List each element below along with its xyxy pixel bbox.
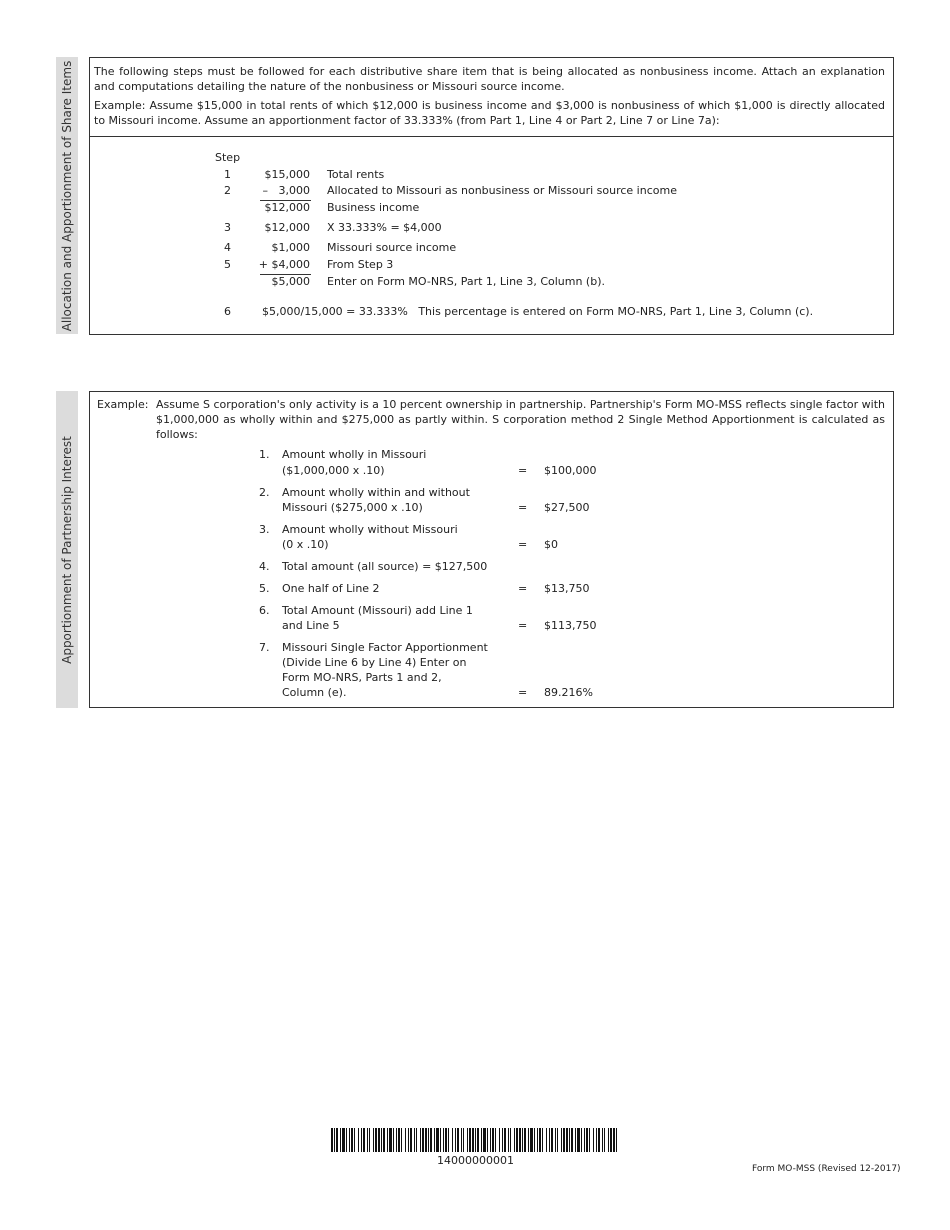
item-equals: = — [518, 538, 528, 551]
barcode-bar — [596, 1128, 597, 1152]
barcode-bar — [555, 1128, 556, 1152]
item-value: $13,750 — [544, 582, 590, 595]
barcode-bar — [602, 1128, 603, 1152]
barcode-bar — [504, 1128, 506, 1152]
barcode-bar — [469, 1128, 471, 1152]
barcode-bar — [457, 1128, 459, 1152]
barcode-bar — [539, 1128, 541, 1152]
item-number: 2. — [259, 486, 270, 499]
item-text-line: Amount wholly in Missouri — [282, 448, 427, 461]
barcode-bar — [563, 1128, 565, 1152]
barcode-bar — [428, 1128, 429, 1152]
barcode-bar — [575, 1128, 576, 1152]
barcode-bar — [510, 1128, 511, 1152]
barcode-bar — [571, 1128, 573, 1152]
step-description: Business income — [327, 201, 420, 214]
barcode-bar — [340, 1128, 341, 1152]
barcode-bar — [398, 1128, 400, 1152]
step-amount: $12,000 — [264, 221, 310, 234]
barcode-bar — [522, 1128, 523, 1152]
barcode-bar — [487, 1128, 488, 1152]
barcode-bar — [331, 1128, 333, 1152]
item-text-line: Amount wholly within and without — [282, 486, 470, 499]
item-value: $113,750 — [544, 619, 597, 632]
barcode-bar — [367, 1128, 368, 1152]
barcode-bar — [616, 1128, 617, 1152]
item-value: $100,000 — [544, 464, 597, 477]
barcode-bar — [569, 1128, 570, 1152]
section1-example-text: Example: Assume $15,000 in total rents of which $12,000 is business income and $3,000 is nonbusiness of which $1,000 is directly allocated to Missouri income. Assume an apportionment factor of 33.333% (from Part 1, Line 4 or Part 2, Line 7 or Line 7a): — [94, 99, 885, 127]
barcode-bar — [410, 1128, 412, 1152]
step-description: X 33.333% = $4,000 — [327, 221, 442, 234]
item-equals: = — [518, 619, 528, 632]
barcode-bar — [342, 1128, 345, 1152]
barcode-bar — [387, 1128, 388, 1152]
barcode-bar — [420, 1128, 421, 1152]
barcode-bar — [502, 1128, 503, 1152]
section2-example-box — [89, 391, 894, 708]
barcode-bar — [584, 1128, 585, 1152]
barcode-bar — [610, 1128, 612, 1152]
item-number: 3. — [259, 523, 270, 536]
barcode-bar — [440, 1128, 441, 1152]
barcode-bar — [481, 1128, 482, 1152]
item-equals: = — [518, 501, 528, 514]
step-description: Total rents — [327, 168, 385, 181]
barcode-bar — [586, 1128, 588, 1152]
step-description: Missouri source income — [327, 241, 457, 254]
barcode-bar — [349, 1128, 350, 1152]
item-text-line: Column (e). — [282, 686, 347, 699]
barcode-bar — [516, 1128, 518, 1152]
barcode-bar — [490, 1128, 491, 1152]
item-number: 1. — [259, 448, 270, 461]
barcode-bar — [463, 1128, 464, 1152]
barcode-number: 14000000001 — [437, 1154, 514, 1167]
barcode-bar — [598, 1128, 600, 1152]
barcode-bar — [528, 1128, 529, 1152]
barcode-bar — [561, 1128, 562, 1152]
barcode-bar — [354, 1128, 355, 1152]
barcode-bar — [361, 1128, 362, 1152]
form-identifier: Form MO-MSS (Revised 12-2017) — [752, 1164, 901, 1174]
step-amount: – 3,000 — [262, 184, 310, 197]
step-amount: $15,000 — [264, 168, 310, 181]
barcode — [331, 1128, 618, 1152]
barcode-bar — [405, 1128, 406, 1152]
barcode-bar — [452, 1128, 453, 1152]
item-value: $27,500 — [544, 501, 590, 514]
section1-side-tab — [56, 57, 78, 334]
barcode-bar — [549, 1128, 550, 1152]
item-text-line: (0 x .10) — [282, 538, 329, 551]
item-equals: = — [518, 686, 528, 699]
item-text-line: (Divide Line 6 by Line 4) Enter on — [282, 656, 467, 669]
item-text-line: Missouri Single Factor Apportionment — [282, 641, 488, 654]
barcode-bar — [581, 1128, 582, 1152]
step6-text: $5,000/15,000 = 33.333% This percentage is entered on Form MO-NRS, Part 1, Line 3, Column (c). — [262, 305, 814, 318]
barcode-bar — [334, 1128, 335, 1152]
barcode-bar — [534, 1128, 535, 1152]
barcode-bar — [373, 1128, 374, 1152]
barcode-bar — [378, 1128, 380, 1152]
example-text: Assume S corporation's only activity is a 10 percent ownership in partnership. Partnership's Form MO-MSS reflects single factor with $1,000,000 as wholly within and $275,000 as partly within. S corporation method 2 Single Method Apportionment is calculated as follows: — [156, 398, 885, 441]
barcode-bar — [443, 1128, 444, 1152]
barcode-bar — [475, 1128, 476, 1152]
barcode-bar — [445, 1128, 447, 1152]
barcode-bar — [389, 1128, 392, 1152]
step-number: 2 — [224, 184, 231, 197]
barcode-bar — [401, 1128, 402, 1152]
barcode-bar — [430, 1128, 432, 1152]
barcode-bar — [467, 1128, 468, 1152]
barcode-bar — [551, 1128, 553, 1152]
item-text-line: Form MO-NRS, Parts 1 and 2, — [282, 671, 442, 684]
section1-intro-text: The following steps must be followed for each distributive share item that is being allocated as nonbusiness income. Attach an explanation and computations detailing the nature of the nonbusiness or Missouri source income. — [94, 65, 885, 93]
barcode-bar — [483, 1128, 486, 1152]
barcode-bar — [381, 1128, 382, 1152]
barcode-bar — [358, 1128, 359, 1152]
example-label: Example: — [97, 398, 149, 411]
barcode-bar — [436, 1128, 439, 1152]
item-number: 6. — [259, 604, 270, 617]
step-number: 1 — [224, 168, 231, 181]
barcode-bar — [589, 1128, 590, 1152]
item-number: 4. — [259, 560, 270, 573]
step-number: 4 — [224, 241, 231, 254]
barcode-bar — [375, 1128, 377, 1152]
barcode-bar — [499, 1128, 500, 1152]
section1-intro-box — [89, 57, 894, 137]
step-number: 5 — [224, 258, 231, 271]
step-number: 6 — [224, 305, 231, 318]
section1-steps-box — [89, 136, 894, 335]
barcode-bar — [448, 1128, 449, 1152]
barcode-bar — [613, 1128, 615, 1152]
barcode-bar — [514, 1128, 515, 1152]
barcode-bar — [422, 1128, 424, 1152]
barcode-bar — [608, 1128, 609, 1152]
barcode-bar — [472, 1128, 474, 1152]
barcode-bar — [492, 1128, 494, 1152]
step-amount: $12,000 — [264, 201, 310, 214]
step-description: Allocated to Missouri as nonbusiness or Missouri source income — [327, 184, 677, 197]
item-number: 7. — [259, 641, 270, 654]
item-text-line: Total amount (all source) = $127,500 — [282, 560, 488, 573]
barcode-bar — [336, 1128, 338, 1152]
step-amount: + $4,000 — [258, 258, 310, 271]
barcode-bar — [508, 1128, 509, 1152]
item-text-line: Total Amount (Missouri) add Line 1 — [282, 604, 473, 617]
item-equals: = — [518, 582, 528, 595]
step-description: From Step 3 — [327, 258, 394, 271]
section1-side-label: Allocation and Apportionment of Share Items — [60, 60, 74, 331]
barcode-bar — [414, 1128, 415, 1152]
item-text-line: and Line 5 — [282, 619, 340, 632]
barcode-bar — [351, 1128, 353, 1152]
barcode-bar — [566, 1128, 568, 1152]
barcode-bar — [557, 1128, 558, 1152]
barcode-bar — [434, 1128, 435, 1152]
item-value: $0 — [544, 538, 558, 551]
barcode-bar — [416, 1128, 417, 1152]
barcode-bar — [593, 1128, 594, 1152]
section2-side-label: Apportionment of Partnership Interest — [60, 435, 74, 664]
item-text-line: Amount wholly without Missouri — [282, 523, 458, 536]
section2-side-tab — [56, 391, 78, 708]
barcode-bar — [455, 1128, 456, 1152]
barcode-bar — [461, 1128, 462, 1152]
item-text-line: One half of Line 2 — [282, 582, 380, 595]
step-amount: $5,000 — [271, 275, 310, 288]
barcode-bar — [396, 1128, 397, 1152]
item-text-line: Missouri ($275,000 x .10) — [282, 501, 423, 514]
barcode-bar — [530, 1128, 533, 1152]
barcode-bar — [477, 1128, 479, 1152]
barcode-bar — [369, 1128, 370, 1152]
barcode-bar — [363, 1128, 365, 1152]
step-amount: $1,000 — [271, 241, 310, 254]
item-number: 5. — [259, 582, 270, 595]
barcode-bar — [546, 1128, 547, 1152]
barcode-bar — [519, 1128, 521, 1152]
step-description: Enter on Form MO-NRS, Part 1, Line 3, Column (b). — [327, 275, 605, 288]
barcode-bar — [408, 1128, 409, 1152]
barcode-bar — [524, 1128, 526, 1152]
barcode-bar — [495, 1128, 496, 1152]
barcode-bar — [542, 1128, 543, 1152]
step-number: 3 — [224, 221, 231, 234]
item-equals: = — [518, 464, 528, 477]
item-text-line: ($1,000,000 x .10) — [282, 464, 385, 477]
barcode-bar — [346, 1128, 347, 1152]
barcode-bar — [577, 1128, 580, 1152]
step-header: Step — [215, 151, 241, 164]
item-value: 89.216% — [544, 686, 593, 699]
barcode-bar — [537, 1128, 538, 1152]
barcode-bar — [393, 1128, 394, 1152]
barcode-bar — [383, 1128, 385, 1152]
barcode-bar — [425, 1128, 427, 1152]
barcode-bar — [604, 1128, 605, 1152]
